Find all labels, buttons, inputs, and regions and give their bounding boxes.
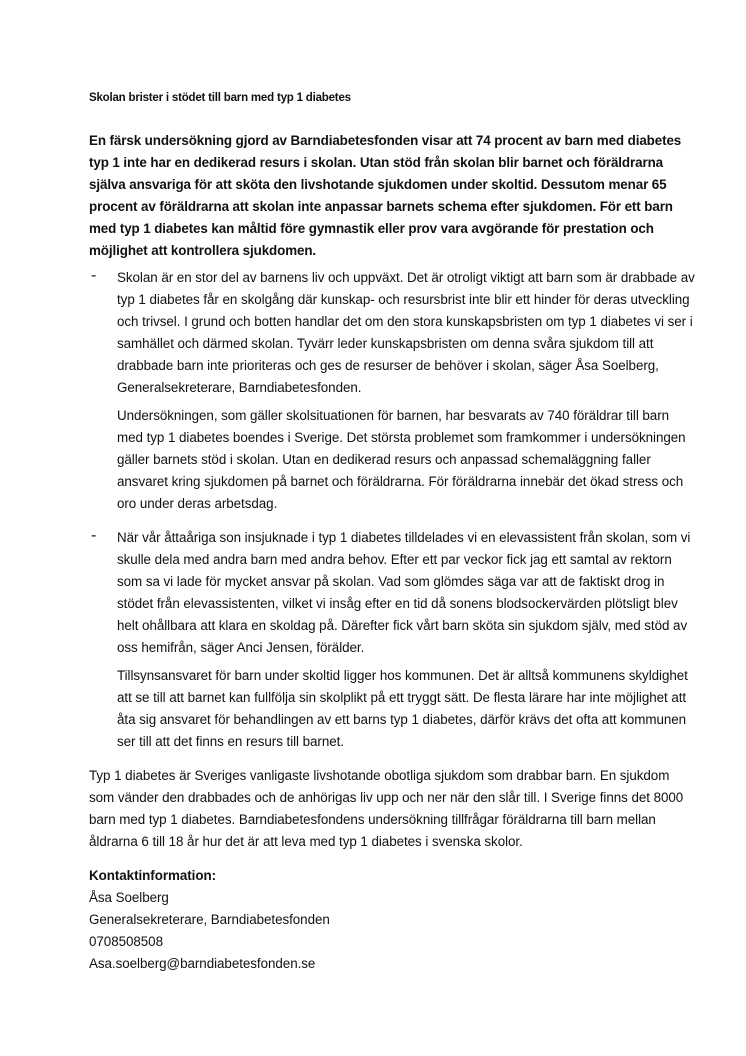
list-dash: - <box>91 267 97 284</box>
contact-name: Åsa Soelberg <box>89 890 169 905</box>
quote-soelberg-text: Skolan är en stor del av barnens liv och uppväxt. Det är otroligt viktigt att barn som är drabbade av typ 1 diabetes får en skolgång där kunskap- och resursbrist inte blir ett hinder för deras utveckling och trivsel. I grund och botten handlar det om den stora kunskapsbristen om typ 1 diabetes vi ser i samhället och därmed skolan. Tyvärr leder kunskapsbristen om denna svåra sjukdom till att drabbade barn inte prioriteras och ges de resurser de behöver i skolan, säger Åsa Soelberg, Generalsekreterare, Barndiabetesfonden. <box>117 270 695 395</box>
contact-role: Generalsekreterare, Barndiabetesfonden <box>89 912 330 927</box>
paragraph-facts: Typ 1 diabetes är Sveriges vanligaste livshotande obotliga sjukdom som drabbar barn. En sjukdom som vänder den drabbades och de anhörigas liv upp och ner när den slår till. I Sverige finns det 8000 barn med typ 1 diabetes. Barndiabetesfondens undersökning tillfrågar föräldrarna till barn mellan åldrarna 6 till 18 år hur det är att leva med typ 1 diabetes i svenska skolor. <box>89 768 684 849</box>
paragraph-survey: Undersökningen, som gäller skolsituationen för barnen, har besvarats av 740 föräldrar till barn med typ 1 diabetes boendes i Sverige. Det största problemet som framkommer i undersökningen gäller barnets stöd i skolan. Utan en dedikerad resurs och anpassad schemaläggning faller ansvaret kring sjukdomen på barnet och föräldrarna. För föräldrarna innebär det ökad stress och oro under deras arbetsdag. <box>117 408 686 511</box>
paragraph-responsibility: Tillsynsansvaret för barn under skoltid ligger hos kommunen. Det är alltså kommunens skyldighet att se till att barnet kan fullfölja sin skolplikt på ett tryggt sätt. De flesta lärare har inte möjlighet att åta sig ansvaret för behandlingen av ett barns typ 1 diabetes, därför krävs det ofta att kommunen ser till att det finns en resurs till barnet. <box>117 668 688 749</box>
quote-jensen-text: När vår åttaåriga son insjuknade i typ 1 diabetes tilldelades vi en elevassistent från skolan, som vi skulle dela med andra barn med andra behov. Efter ett par veckor fick jag ett samtal av rektorn som sa vi lade för mycket ansvar på skolan. Vad som glömdes säga var att de faktiskt drog in stödet från elevassistenten, vilket vi insåg efter en tid då sonens blodsockervärden plötsligt blev helt ohållbara att klara en skoldag på. Därefter fick vårt barn sköta sin sjukdom själv, med stöd av oss hemifrån, säger Anci Jensen, förälder. <box>117 530 691 655</box>
list-dash: - <box>91 527 97 544</box>
contact-email: Asa.soelberg@barndiabetesfonden.se <box>89 956 316 971</box>
contact-heading: Kontaktinformation: <box>89 868 216 883</box>
contact-block <box>89 865 696 975</box>
document-title: Skolan brister i stödet till barn med typ 1 diabetes <box>89 92 351 104</box>
quote-jensen <box>89 527 696 659</box>
contact-phone: 0708508508 <box>89 934 163 949</box>
lead-paragraph: En färsk undersökning gjord av Barndiabetesfonden visar att 74 procent av barn med diabetes typ 1 inte har en dedikerad resurs i skolan. Utan stöd från skolan blir barnet och föräldrarna själva ansvariga för att sköta den livshotande sjukdomen under skoltid. Dessutom menar 65 procent av föräldrarna att skolan inte anpassar barnets schema efter sjukdomen. För ett barn med typ 1 diabetes kan måltid före gymnastik eller prov vara avgörande för prestation och möjlighet att kontrollera sjukdomen. <box>89 133 682 258</box>
quote-soelberg <box>89 267 696 399</box>
